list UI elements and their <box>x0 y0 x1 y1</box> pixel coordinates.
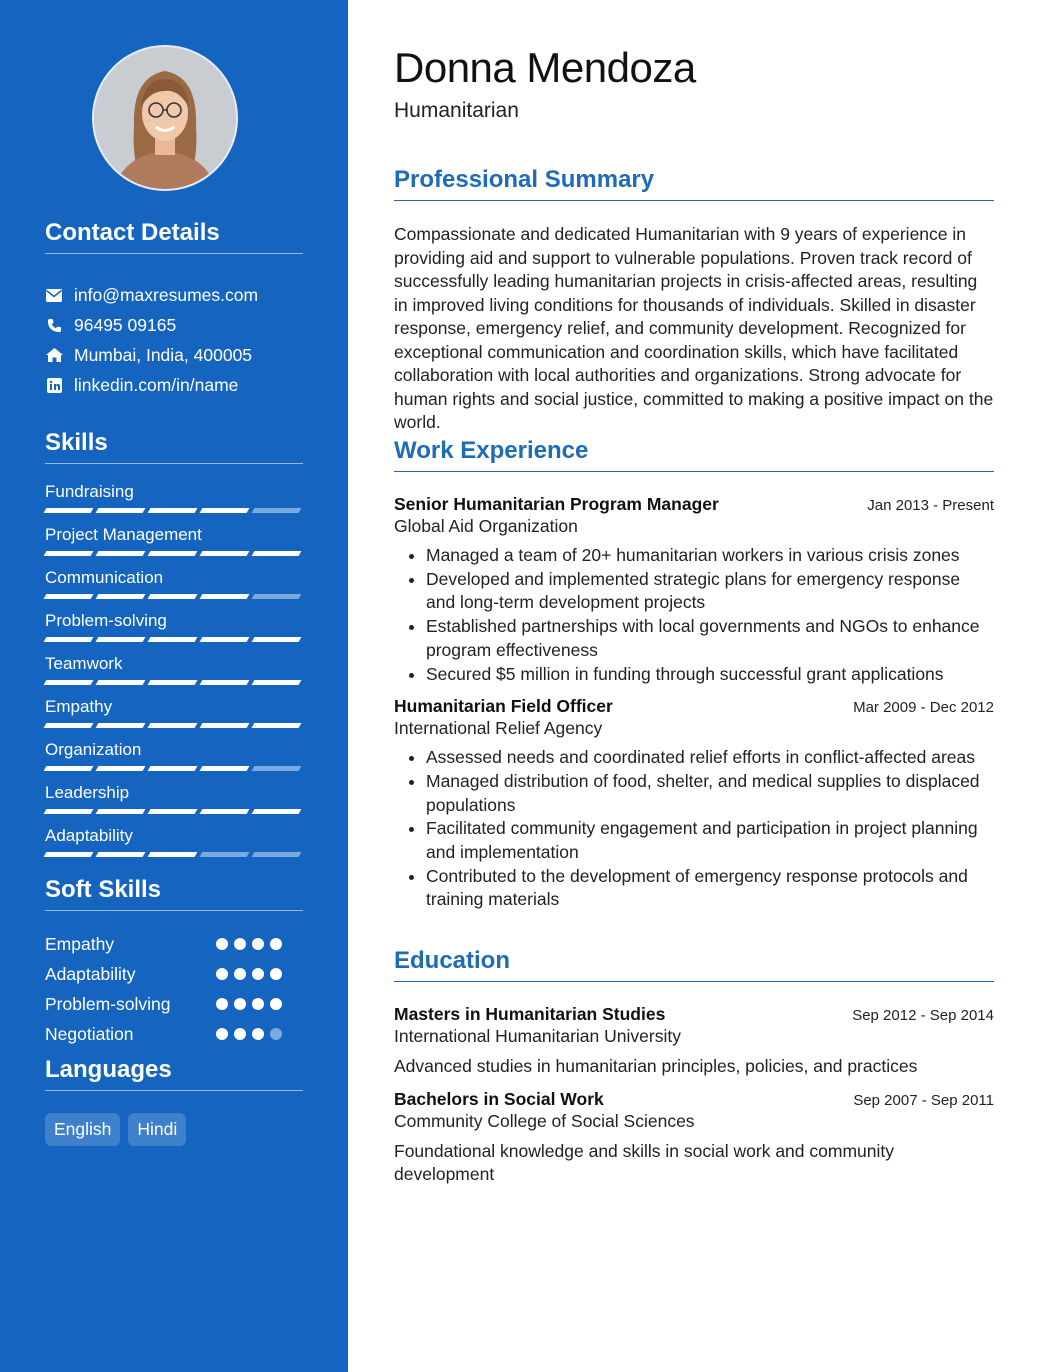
contact-title: Contact Details <box>45 219 303 254</box>
skill-level-segment <box>44 809 94 814</box>
skill-item <box>45 525 303 568</box>
skill-level-segment <box>44 637 94 642</box>
soft-skills-title: Soft Skills <box>45 876 303 911</box>
summary-section <box>394 166 994 435</box>
rating-dot <box>252 1028 264 1040</box>
languages-list <box>45 1113 303 1146</box>
skill-level-segment <box>200 680 250 685</box>
job-entry <box>394 696 994 912</box>
skill-level-segment <box>148 680 198 685</box>
skills-title: Skills <box>45 429 303 464</box>
skill-level-segment <box>200 508 250 513</box>
contact-linkedin[interactable] <box>45 370 303 400</box>
soft-skills-section <box>45 876 303 1049</box>
rating-dot <box>234 998 246 1010</box>
skill-level-segment <box>148 508 198 513</box>
job-header <box>394 696 994 717</box>
skill-level-segment <box>44 852 94 857</box>
skill-level-bar <box>45 594 303 599</box>
languages-title: Languages <box>45 1056 303 1091</box>
skill-level-segment <box>200 723 250 728</box>
education-description: Foundational knowledge and skills in social work and community development <box>394 1140 894 1184</box>
skill-level-segment <box>252 723 302 728</box>
skill-level-bar <box>45 852 303 857</box>
skill-level-segment <box>252 637 302 642</box>
education-section <box>394 947 994 1187</box>
skill-level-segment <box>148 637 198 642</box>
skill-level-segment <box>200 852 250 857</box>
skill-name: Empathy <box>45 697 113 716</box>
skill-name: Fundraising <box>45 482 134 501</box>
education-header <box>394 1004 994 1025</box>
skill-level-segment <box>200 637 250 642</box>
skill-level-segment <box>44 766 94 771</box>
skill-item <box>45 740 303 783</box>
languages-section <box>45 1056 303 1146</box>
contact-phone-text: 96495 09165 <box>74 314 177 335</box>
soft-skill-name: Problem-solving <box>45 993 171 1014</box>
job-organization: Global Aid Organization <box>394 516 578 536</box>
soft-skill-name: Empathy <box>45 933 115 954</box>
skill-level-segment <box>148 551 198 556</box>
skill-level-segment <box>96 809 146 814</box>
skill-level-segment <box>148 809 198 814</box>
skill-level-bar <box>45 766 303 771</box>
soft-skills-list <box>45 929 303 1049</box>
summary-text: Compassionate and dedicated Humanitarian with 9 years of experience in providing aid and support to vulnerable populations. Proven track record of successfully leading humanitarian projects in crisis-affected areas, resulting in improved living conditions for thousands of individuals. Skilled in disaster response, emergency relief, and community development. Recognized for exceptional communication and coordination skills, which have facilitated collaboration with local authorities and organizations. Strong advocate for human rights and social justice, committed to making a positive impact on the world. <box>394 224 994 432</box>
skill-level-segment <box>200 594 250 599</box>
skill-item <box>45 611 303 654</box>
skill-level-segment <box>96 594 146 599</box>
skill-level-segment <box>148 594 198 599</box>
skill-level-segment <box>96 852 146 857</box>
education-list <box>394 1004 994 1187</box>
rating-dot <box>252 968 264 980</box>
skill-level-segment <box>96 680 146 685</box>
soft-skill-name: Negotiation <box>45 1023 134 1044</box>
skill-level-bar <box>45 637 303 642</box>
skill-name: Communication <box>45 568 164 587</box>
job-bullet: • Secured $5 million in funding through successful grant applications <box>426 663 994 687</box>
job-organization: International Relief Agency <box>394 718 603 739</box>
skill-item <box>45 697 303 740</box>
skill-item <box>45 568 303 611</box>
summary-title: Professional Summary <box>394 166 994 201</box>
rating-dot <box>216 938 228 950</box>
rating-dot <box>234 938 246 950</box>
soft-skill-item <box>45 929 303 959</box>
contact-address-text: Mumbai, India, 400005 <box>74 344 253 365</box>
skill-level-segment <box>96 551 146 556</box>
skill-level-segment <box>44 508 94 513</box>
education-entry <box>394 1004 994 1079</box>
job-bullet: • Facilitated community engagement and participation in project planning and implementation <box>426 817 994 864</box>
job-entry <box>394 494 994 686</box>
skills-section <box>45 429 303 869</box>
language-chip: Hindi <box>128 1113 186 1146</box>
rating-dot <box>270 998 282 1010</box>
job-header <box>394 494 994 515</box>
job-bullets <box>394 544 994 686</box>
education-date: Sep 2007 - Sep 2011 <box>853 1091 994 1109</box>
job-bullet: • Established partnerships with local governments and NGOs to enhance program effectiveness <box>426 615 994 662</box>
skill-name: Organization <box>45 740 142 759</box>
job-date: Jan 2013 - Present <box>867 497 994 514</box>
jobs-list <box>394 494 994 912</box>
skill-level-segment <box>200 809 250 814</box>
skill-level-segment <box>252 852 302 857</box>
rating-dot <box>252 998 264 1010</box>
soft-skill-rating <box>216 1028 282 1040</box>
skill-level-bar <box>45 723 303 728</box>
job-bullet: • Managed distribution of food, shelter, and medical supplies to displaced populations <box>426 770 994 817</box>
skill-name: Project Management <box>45 525 202 544</box>
skill-level-segment <box>252 809 302 814</box>
contact-phone[interactable] <box>45 310 303 340</box>
skill-level-segment <box>44 594 94 599</box>
skill-level-bar <box>45 508 303 513</box>
home-icon <box>45 346 63 364</box>
phone-icon <box>45 316 63 334</box>
skill-level-segment <box>44 680 94 685</box>
soft-skill-item <box>45 959 303 989</box>
soft-skill-rating <box>216 998 282 1010</box>
rating-dot <box>234 968 246 980</box>
skill-name: Teamwork <box>45 654 123 673</box>
skill-level-segment <box>252 551 302 556</box>
profile-photo <box>94 47 236 189</box>
rating-dot <box>252 938 264 950</box>
job-bullet: • Developed and implemented strategic plans for emergency response and long-term development projects <box>426 568 994 615</box>
skill-item <box>45 482 303 525</box>
education-title: Education <box>394 947 994 982</box>
job-title: Senior Humanitarian Program Manager <box>394 494 719 514</box>
skill-level-segment <box>44 723 94 728</box>
skill-level-segment <box>96 637 146 642</box>
rating-dot <box>216 998 228 1010</box>
experience-section <box>394 437 994 912</box>
skill-item <box>45 654 303 697</box>
education-degree: Bachelors in Social Work <box>394 1088 604 1109</box>
rating-dot <box>234 1028 246 1040</box>
education-school: Community College of Social Sciences <box>394 1110 695 1131</box>
skill-level-bar <box>45 551 303 556</box>
avatar <box>92 45 238 191</box>
contact-email-text: info@maxresumes.com <box>74 284 259 305</box>
rating-dot <box>270 1028 282 1040</box>
skills-list <box>45 482 303 869</box>
job-bullet: • Assessed needs and coordinated relief efforts in conflict-affected areas <box>426 746 994 770</box>
skill-name: Leadership <box>45 783 130 802</box>
soft-skill-item <box>45 1019 303 1049</box>
education-header <box>394 1089 994 1110</box>
contact-section <box>45 219 303 400</box>
skill-level-segment <box>148 723 198 728</box>
job-date: Mar 2009 - Dec 2012 <box>853 699 994 717</box>
contact-email[interactable] <box>45 280 303 310</box>
skill-name: Problem-solving <box>45 611 167 630</box>
candidate-name: Donna Mendoza <box>394 44 696 91</box>
linkedin-icon <box>45 376 63 394</box>
skill-level-segment <box>96 508 146 513</box>
education-degree: Masters in Humanitarian Studies <box>394 1004 666 1024</box>
rating-dot <box>270 968 282 980</box>
skill-level-segment <box>200 551 250 556</box>
soft-skill-rating <box>216 968 282 980</box>
rating-dot <box>216 1028 228 1040</box>
skill-level-segment <box>252 766 302 771</box>
skill-level-bar <box>45 680 303 685</box>
skill-level-segment <box>44 551 94 556</box>
job-bullet: • Contributed to the development of emergency response protocols and training materials <box>426 865 994 912</box>
skill-level-segment <box>148 852 198 857</box>
soft-skill-item <box>45 989 303 1019</box>
candidate-role: Humanitarian <box>394 99 519 122</box>
language-chip: English <box>45 1113 120 1146</box>
skill-level-segment <box>252 508 302 513</box>
job-bullets <box>394 746 994 912</box>
education-date: Sep 2012 - Sep 2014 <box>852 1007 994 1024</box>
education-entry <box>394 1089 994 1187</box>
education-description: Advanced studies in humanitarian principles, policies, and practices <box>394 1056 918 1076</box>
skill-level-segment <box>252 594 302 599</box>
skill-name: Adaptability <box>45 826 133 845</box>
rating-dot <box>270 938 282 950</box>
contact-address <box>45 340 303 370</box>
skill-item <box>45 783 303 826</box>
soft-skill-name: Adaptability <box>45 963 136 984</box>
job-title: Humanitarian Field Officer <box>394 696 613 717</box>
skill-level-segment <box>96 723 146 728</box>
rating-dot <box>216 968 228 980</box>
skill-item <box>45 826 303 869</box>
job-bullet: • Managed a team of 20+ humanitarian workers in various crisis zones <box>426 544 994 568</box>
envelope-icon <box>45 286 63 304</box>
skill-level-segment <box>252 680 302 685</box>
skill-level-segment <box>96 766 146 771</box>
skill-level-segment <box>200 766 250 771</box>
sidebar <box>0 0 348 1372</box>
contact-linkedin-text: linkedin.com/in/name <box>74 374 239 395</box>
skill-level-segment <box>148 766 198 771</box>
education-school: International Humanitarian University <box>394 1026 681 1046</box>
experience-title: Work Experience <box>394 437 994 472</box>
skill-level-bar <box>45 809 303 814</box>
soft-skill-rating <box>216 938 282 950</box>
